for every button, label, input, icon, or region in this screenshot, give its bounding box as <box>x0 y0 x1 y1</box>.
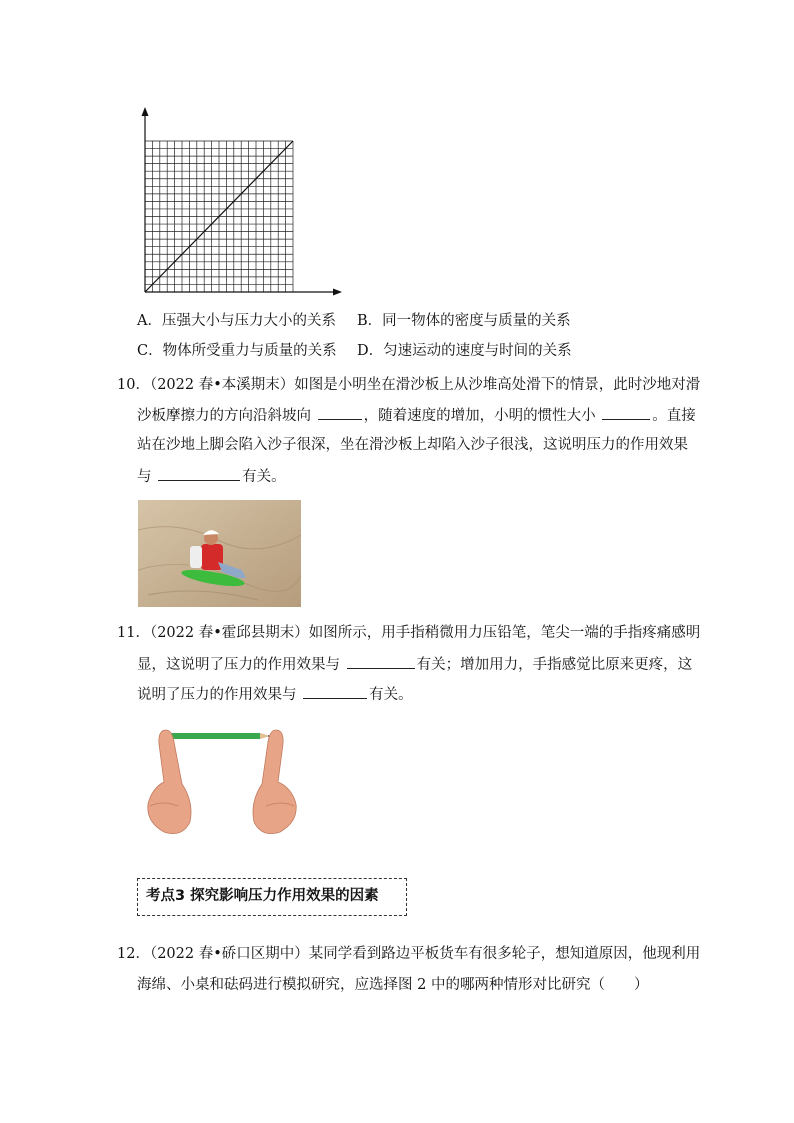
q11-line3 <box>137 684 413 705</box>
q11-blank-1[interactable] <box>347 654 415 669</box>
q10-blank-1[interactable] <box>318 405 362 420</box>
q10-text-4a: 与 <box>137 469 157 485</box>
y-axis-arrow <box>142 107 149 116</box>
q10-text-2a: 沙板摩擦力的方向沿斜坡向 <box>137 408 316 424</box>
q11-line1 <box>117 623 700 643</box>
q10-blank-3[interactable] <box>158 466 240 481</box>
x-axis-arrow <box>333 289 342 296</box>
option-c: C．物体所受重力与质量的关系 <box>137 343 337 359</box>
q11-text-3a: 说明了压力的作用效果与 <box>137 687 302 703</box>
q11-text-1: 如图所示，用手指稍微用力压铅笔，笔尖一端的手指疼痛感明 <box>308 625 701 641</box>
option-a: A．压强大小与压力大小的关系 <box>137 313 336 329</box>
q10-line4 <box>137 466 286 487</box>
q10-text-2b: ，随着速度的增加，小明的惯性大小 <box>363 408 601 424</box>
q11-text-2a: 显，这说明了压力的作用效果与 <box>137 657 345 673</box>
q12-line1 <box>117 944 700 964</box>
q11-line2 <box>137 654 692 675</box>
q12-line2: 海绵、小桌和砝码进行模拟研究，应选择图 2 中的哪两种情形对比研究（ ） <box>137 977 649 993</box>
q10-line2 <box>137 405 696 426</box>
q11-text-2b: 有关；增加用力，手指感觉比原来更疼，这 <box>416 657 693 673</box>
sand-slide-photo <box>138 500 301 607</box>
q10-prefix: 10．（2022 春•本溪期末） <box>117 377 295 393</box>
q10-line3: 站在沙地上脚会陷入沙子很深，坐在滑沙板上却陷入沙子很浅，这说明压力的作用效果 <box>137 437 688 453</box>
pencil-fingers-photo <box>142 722 302 840</box>
q11-prefix: 11．（2022 春•霍邱县期末） <box>117 625 309 641</box>
q10-text-1: 如图是小明坐在滑沙板上从沙堆高处滑下的情景，此时沙地对滑 <box>294 377 701 393</box>
q10-blank-2[interactable] <box>602 405 650 420</box>
pencil-icon <box>168 733 260 739</box>
proportional-graph <box>134 106 346 300</box>
q10-line1 <box>117 375 700 395</box>
section-heading-box: 考点3 探究影响压力作用效果的因素 <box>137 878 407 916</box>
q11-text-3b: 有关。 <box>369 687 413 703</box>
option-d: D．匀速运动的速度与时间的关系 <box>357 343 572 359</box>
q10-text-4b: 有关。 <box>242 469 286 485</box>
option-b: B．同一物体的密度与质量的关系 <box>357 313 571 329</box>
q12-text-1: 某同学看到路边平板货车有很多轮子，想知道原因，他现利用 <box>308 946 701 962</box>
q10-text-2c: 。直接 <box>652 408 696 424</box>
q12-prefix: 12．（2022 春•硚口区期中） <box>117 946 309 962</box>
q11-blank-2[interactable] <box>303 684 367 699</box>
